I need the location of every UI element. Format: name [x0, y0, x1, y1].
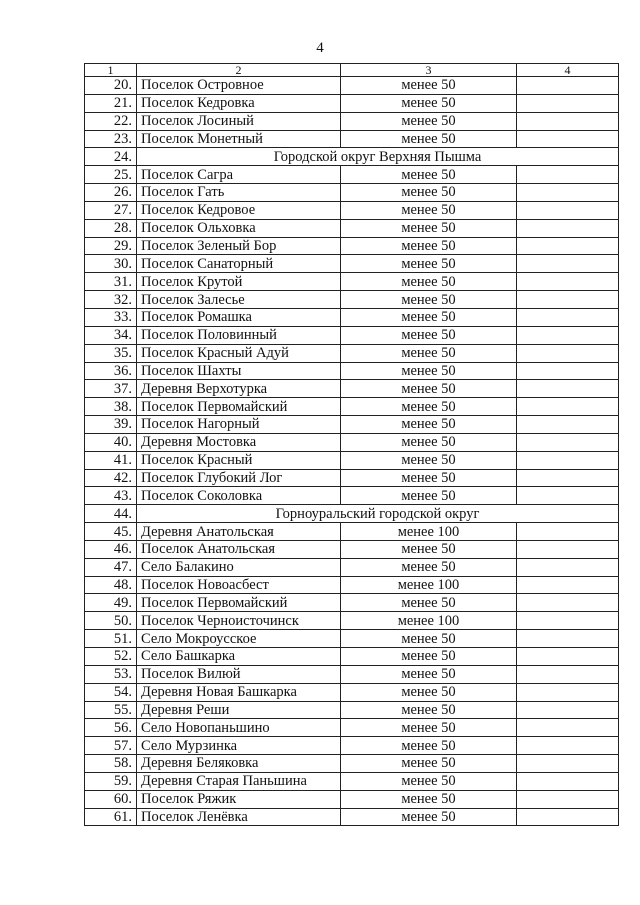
row-number: 25. [85, 166, 137, 184]
table-row [85, 362, 619, 380]
empty-cell [517, 94, 619, 112]
settlement-name: Деревня Верхотурка [137, 380, 341, 398]
row-number: 47. [85, 558, 137, 576]
empty-cell [517, 558, 619, 576]
header-col-2: 2 [137, 64, 341, 77]
table-row [85, 648, 619, 666]
settlement-name: Поселок Гать [137, 184, 341, 202]
row-number: 46. [85, 540, 137, 558]
group-title: Городской округ Верхняя Пышма [137, 148, 619, 166]
settlement-name: Поселок Кедровое [137, 201, 341, 219]
population-value: менее 50 [341, 184, 517, 202]
empty-cell [517, 665, 619, 683]
population-value: менее 50 [341, 648, 517, 666]
settlement-name: Поселок Половинный [137, 326, 341, 344]
row-number: 44. [85, 505, 137, 523]
empty-cell [517, 576, 619, 594]
empty-cell [517, 737, 619, 755]
population-value: менее 50 [341, 683, 517, 701]
population-value: менее 50 [341, 701, 517, 719]
settlement-name: Поселок Ленёвка [137, 808, 341, 826]
population-value: менее 50 [341, 201, 517, 219]
population-value: менее 50 [341, 630, 517, 648]
population-value: менее 50 [341, 433, 517, 451]
table-row [85, 665, 619, 683]
population-value: менее 50 [341, 398, 517, 416]
row-number: 45. [85, 523, 137, 541]
settlement-name: Село Мурзинка [137, 737, 341, 755]
row-number: 26. [85, 184, 137, 202]
population-value: менее 50 [341, 380, 517, 398]
row-number: 60. [85, 790, 137, 808]
empty-cell [517, 487, 619, 505]
population-value: менее 100 [341, 523, 517, 541]
population-value: менее 50 [341, 665, 517, 683]
empty-cell [517, 772, 619, 790]
settlement-name: Поселок Крутой [137, 273, 341, 291]
population-value: менее 50 [341, 594, 517, 612]
settlement-name: Поселок Ряжик [137, 790, 341, 808]
settlement-name: Деревня Анатольская [137, 523, 341, 541]
settlement-name: Поселок Красный [137, 451, 341, 469]
table-row [85, 201, 619, 219]
row-number: 49. [85, 594, 137, 612]
settlement-name: Деревня Беляковка [137, 755, 341, 773]
table-row [85, 380, 619, 398]
settlement-name: Поселок Ольховка [137, 219, 341, 237]
row-number: 32. [85, 291, 137, 309]
empty-cell [517, 112, 619, 130]
population-value: менее 50 [341, 291, 517, 309]
row-number: 39. [85, 416, 137, 434]
row-number: 30. [85, 255, 137, 273]
group-row [85, 148, 619, 166]
table-row [85, 130, 619, 148]
settlement-name: Поселок Новоасбест [137, 576, 341, 594]
header-row [85, 64, 619, 77]
settlement-name: Поселок Монетный [137, 130, 341, 148]
row-number: 23. [85, 130, 137, 148]
table-row [85, 77, 619, 95]
empty-cell [517, 808, 619, 826]
row-number: 22. [85, 112, 137, 130]
population-value: менее 50 [341, 719, 517, 737]
table-row [85, 344, 619, 362]
row-number: 31. [85, 273, 137, 291]
population-value: менее 100 [341, 612, 517, 630]
empty-cell [517, 362, 619, 380]
table-row [85, 255, 619, 273]
header-col-4: 4 [517, 64, 619, 77]
table-row [85, 612, 619, 630]
row-number: 35. [85, 344, 137, 362]
settlement-name: Деревня Старая Паньшина [137, 772, 341, 790]
empty-cell [517, 594, 619, 612]
settlement-name: Село Новопаньшино [137, 719, 341, 737]
population-value: менее 50 [341, 772, 517, 790]
table-row [85, 523, 619, 541]
empty-cell [517, 719, 619, 737]
group-row [85, 505, 619, 523]
table-row [85, 94, 619, 112]
empty-cell [517, 77, 619, 95]
empty-cell [517, 451, 619, 469]
empty-cell [517, 166, 619, 184]
table-row [85, 184, 619, 202]
population-value: менее 50 [341, 166, 517, 184]
empty-cell [517, 648, 619, 666]
table-row [85, 576, 619, 594]
table-row [85, 808, 619, 826]
table-row [85, 701, 619, 719]
settlement-name: Поселок Залесье [137, 291, 341, 309]
population-value: менее 50 [341, 112, 517, 130]
row-number: 51. [85, 630, 137, 648]
header-col-3: 3 [341, 64, 517, 77]
population-value: менее 50 [341, 77, 517, 95]
row-number: 59. [85, 772, 137, 790]
settlement-name: Поселок Сагра [137, 166, 341, 184]
population-value: менее 50 [341, 416, 517, 434]
table-row [85, 683, 619, 701]
empty-cell [517, 433, 619, 451]
population-value: менее 50 [341, 94, 517, 112]
row-number: 56. [85, 719, 137, 737]
settlement-name: Поселок Красный Адуй [137, 344, 341, 362]
empty-cell [517, 255, 619, 273]
row-number: 48. [85, 576, 137, 594]
settlement-name: Поселок Санаторный [137, 255, 341, 273]
population-value: менее 50 [341, 255, 517, 273]
table-row [85, 719, 619, 737]
table-row [85, 291, 619, 309]
table-row [85, 237, 619, 255]
empty-cell [517, 273, 619, 291]
table-row [85, 451, 619, 469]
row-number: 41. [85, 451, 137, 469]
population-value: менее 50 [341, 487, 517, 505]
row-number: 61. [85, 808, 137, 826]
empty-cell [517, 201, 619, 219]
row-number: 20. [85, 77, 137, 95]
settlement-name: Поселок Кедровка [137, 94, 341, 112]
empty-cell [517, 219, 619, 237]
empty-cell [517, 380, 619, 398]
table-row [85, 308, 619, 326]
row-number: 28. [85, 219, 137, 237]
row-number: 40. [85, 433, 137, 451]
empty-cell [517, 291, 619, 309]
table-row [85, 558, 619, 576]
table-row [85, 326, 619, 344]
group-title: Горноуральский городской округ [137, 505, 619, 523]
empty-cell [517, 755, 619, 773]
settlement-name: Деревня Мостовка [137, 433, 341, 451]
table-row [85, 737, 619, 755]
table-row [85, 219, 619, 237]
population-value: менее 50 [341, 755, 517, 773]
empty-cell [517, 683, 619, 701]
row-number: 58. [85, 755, 137, 773]
population-value: менее 50 [341, 451, 517, 469]
row-number: 54. [85, 683, 137, 701]
settlement-name: Деревня Реши [137, 701, 341, 719]
settlement-name: Поселок Анатольская [137, 540, 341, 558]
empty-cell [517, 630, 619, 648]
row-number: 42. [85, 469, 137, 487]
population-value: менее 50 [341, 362, 517, 380]
settlement-name: Поселок Соколовка [137, 487, 341, 505]
settlement-name: Поселок Островное [137, 77, 341, 95]
table-row [85, 772, 619, 790]
empty-cell [517, 701, 619, 719]
empty-cell [517, 184, 619, 202]
empty-cell [517, 790, 619, 808]
row-number: 37. [85, 380, 137, 398]
table-row [85, 273, 619, 291]
population-value: менее 50 [341, 808, 517, 826]
row-number: 52. [85, 648, 137, 666]
table-row [85, 540, 619, 558]
settlement-name: Поселок Лосиный [137, 112, 341, 130]
population-value: менее 50 [341, 469, 517, 487]
table-row [85, 630, 619, 648]
table-row [85, 594, 619, 612]
settlement-name: Поселок Шахты [137, 362, 341, 380]
row-number: 53. [85, 665, 137, 683]
table-row [85, 112, 619, 130]
table-body [85, 77, 619, 826]
table-row [85, 755, 619, 773]
population-value: менее 50 [341, 737, 517, 755]
row-number: 43. [85, 487, 137, 505]
empty-cell [517, 398, 619, 416]
population-value: менее 50 [341, 540, 517, 558]
table-row [85, 416, 619, 434]
empty-cell [517, 540, 619, 558]
settlement-name: Деревня Новая Башкарка [137, 683, 341, 701]
row-number: 21. [85, 94, 137, 112]
settlement-name: Поселок Вилюй [137, 665, 341, 683]
row-number: 34. [85, 326, 137, 344]
population-value: менее 50 [341, 344, 517, 362]
population-value: менее 50 [341, 237, 517, 255]
table-row [85, 398, 619, 416]
population-value: менее 50 [341, 219, 517, 237]
settlement-name: Поселок Черноисточинск [137, 612, 341, 630]
table-row [85, 487, 619, 505]
row-number: 36. [85, 362, 137, 380]
population-value: менее 50 [341, 558, 517, 576]
settlement-name: Поселок Первомайский [137, 594, 341, 612]
population-value: менее 50 [341, 326, 517, 344]
settlement-name: Поселок Глубокий Лог [137, 469, 341, 487]
row-number: 33. [85, 308, 137, 326]
empty-cell [517, 416, 619, 434]
table-row [85, 166, 619, 184]
population-value: менее 50 [341, 308, 517, 326]
settlements-table [84, 63, 619, 826]
empty-cell [517, 308, 619, 326]
header-col-1: 1 [85, 64, 137, 77]
row-number: 50. [85, 612, 137, 630]
settlement-name: Село Башкарка [137, 648, 341, 666]
row-number: 24. [85, 148, 137, 166]
row-number: 27. [85, 201, 137, 219]
settlement-name: Поселок Первомайский [137, 398, 341, 416]
table-row [85, 433, 619, 451]
empty-cell [517, 612, 619, 630]
row-number: 38. [85, 398, 137, 416]
table-row [85, 469, 619, 487]
settlement-name: Поселок Ромашка [137, 308, 341, 326]
population-value: менее 50 [341, 130, 517, 148]
settlement-name: Поселок Нагорный [137, 416, 341, 434]
empty-cell [517, 130, 619, 148]
row-number: 29. [85, 237, 137, 255]
population-value: менее 50 [341, 273, 517, 291]
table-row [85, 790, 619, 808]
page-number: 4 [316, 40, 324, 56]
empty-cell [517, 237, 619, 255]
population-value: менее 50 [341, 790, 517, 808]
empty-cell [517, 523, 619, 541]
settlement-name: Село Мокроусское [137, 630, 341, 648]
settlement-name: Село Балакино [137, 558, 341, 576]
population-value: менее 100 [341, 576, 517, 594]
empty-cell [517, 326, 619, 344]
empty-cell [517, 469, 619, 487]
empty-cell [517, 344, 619, 362]
settlement-name: Поселок Зеленый Бор [137, 237, 341, 255]
row-number: 57. [85, 737, 137, 755]
row-number: 55. [85, 701, 137, 719]
